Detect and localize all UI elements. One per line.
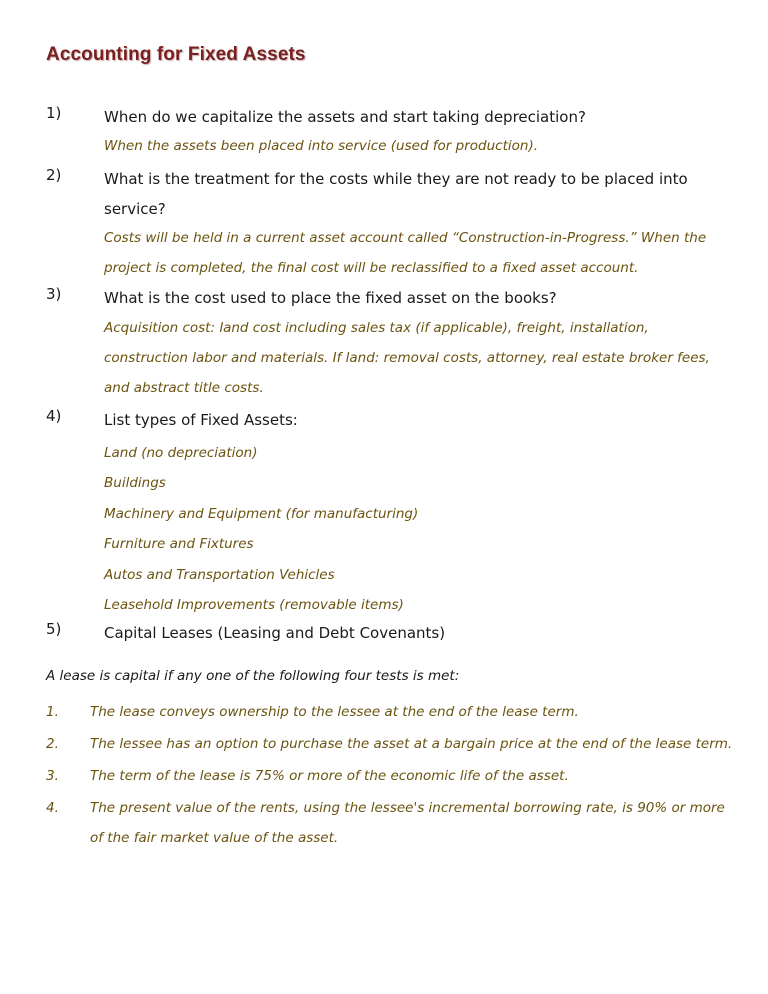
question-1 <box>46 102 726 132</box>
question-3 <box>46 283 726 313</box>
asset-type-item: Leasehold Improvements (removable items) <box>104 597 404 613</box>
answer-3: Acquisition cost: land cost including sales tax (if applicable), freight, installation, construction labor and materials. If land: removal costs, attorney, real estate broker fees, and abstract title costs. <box>104 320 710 396</box>
lease-test-1 <box>46 697 736 727</box>
lease-intro: A lease is capital if any one of the following four tests is met: <box>46 668 460 684</box>
question-4 <box>46 405 726 435</box>
question-number: 2) <box>46 166 62 184</box>
question-number: 4) <box>46 407 62 425</box>
question-text: What is the cost used to place the fixed asset on the books? <box>104 289 557 307</box>
page-title: Accounting for Fixed Assets <box>46 44 306 65</box>
question-number: 1) <box>46 104 62 122</box>
question-text: List types of Fixed Assets: <box>104 411 298 429</box>
question-number: 5) <box>46 620 62 638</box>
question-5 <box>46 618 726 648</box>
asset-type-item: Machinery and Equipment (for manufacturing) <box>104 506 419 522</box>
asset-type-item: Buildings <box>104 475 166 491</box>
answer-2: Costs will be held in a current asset account called “Construction-in-Progress.” When the project is completed, the final cost will be reclassified to a fixed asset account. <box>104 230 707 276</box>
question-2 <box>46 164 726 224</box>
question-text: What is the treatment for the costs while they are not ready to be placed into service? <box>104 170 688 218</box>
asset-type-item: Land (no depreciation) <box>104 445 258 461</box>
lease-test-text: The lessee has an option to purchase the asset at a bargain price at the end of the lease term. <box>90 736 733 752</box>
answer-1: When the assets been placed into service (used for production). <box>104 138 538 154</box>
lease-test-text: The term of the lease is 75% or more of the economic life of the asset. <box>90 768 569 784</box>
lease-test-3 <box>46 761 736 791</box>
lease-test-number: 3. <box>46 768 59 784</box>
lease-test-4 <box>46 793 736 853</box>
lease-test-2 <box>46 729 736 759</box>
asset-type-item: Autos and Transportation Vehicles <box>104 567 335 583</box>
question-text: When do we capitalize the assets and start taking depreciation? <box>104 108 586 126</box>
lease-test-number: 2. <box>46 736 59 752</box>
asset-type-item: Furniture and Fixtures <box>104 536 254 552</box>
lease-test-text: The lease conveys ownership to the lessee at the end of the lease term. <box>90 704 579 720</box>
question-text: Capital Leases (Leasing and Debt Covenants) <box>104 624 446 642</box>
lease-test-text: The present value of the rents, using the lessee's incremental borrowing rate, is 90% or more of the fair market value of the asset. <box>90 800 725 846</box>
lease-test-number: 1. <box>46 704 59 720</box>
question-number: 3) <box>46 285 62 303</box>
lease-test-number: 4. <box>46 800 59 816</box>
